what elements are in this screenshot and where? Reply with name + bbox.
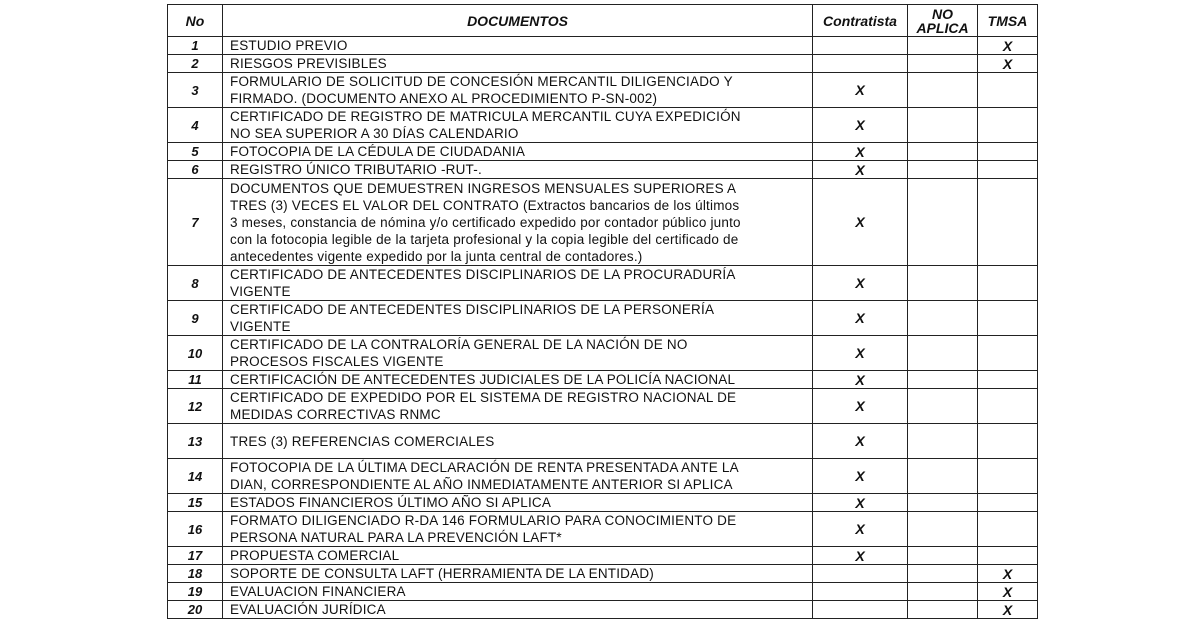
row-number: 18 — [168, 565, 223, 583]
row-number: 5 — [168, 143, 223, 161]
row-document: CERTIFICADO DE REGISTRO DE MATRICULA MERCANTIL CUYA EXPEDICIÓN NO SEA SUPERIOR A 30 DÍAS CALENDARIO — [223, 108, 813, 143]
table-row — [168, 55, 1038, 73]
row-contratista-mark: X — [813, 143, 908, 161]
row-contratista-mark: X — [813, 179, 908, 266]
row-tmsa-mark — [978, 547, 1038, 565]
table-row — [168, 512, 1038, 547]
header-tmsa: TMSA — [978, 5, 1038, 37]
row-number: 3 — [168, 73, 223, 108]
row-no-aplica-mark — [908, 336, 978, 371]
row-no-aplica-mark — [908, 37, 978, 55]
row-number: 16 — [168, 512, 223, 547]
row-document: FOTOCOPIA DE LA ÚLTIMA DECLARACIÓN DE RENTA PRESENTADA ANTE LA DIAN, CORRESPONDIENTE AL AÑO INMEDIATAMENTE ANTERIOR SI APLICA — [223, 459, 813, 494]
row-tmsa-mark — [978, 494, 1038, 512]
row-no-aplica-mark — [908, 161, 978, 179]
row-no-aplica-mark — [908, 459, 978, 494]
row-tmsa-mark — [978, 161, 1038, 179]
table-row — [168, 494, 1038, 512]
table-row — [168, 389, 1038, 424]
row-document: EVALUACION FINANCIERA — [223, 583, 813, 601]
row-document: ESTADOS FINANCIEROS ÚLTIMO AÑO SI APLICA — [223, 494, 813, 512]
row-no-aplica-mark — [908, 601, 978, 619]
row-number: 13 — [168, 424, 223, 459]
row-contratista-mark: X — [813, 336, 908, 371]
row-tmsa-mark: X — [978, 565, 1038, 583]
row-contratista-mark: X — [813, 389, 908, 424]
row-no-aplica-mark — [908, 583, 978, 601]
row-number: 2 — [168, 55, 223, 73]
row-document: CERTIFICADO DE EXPEDIDO POR EL SISTEMA DE REGISTRO NACIONAL DE MEDIDAS CORRECTIVAS RNMC — [223, 389, 813, 424]
row-contratista-mark: X — [813, 161, 908, 179]
table-row — [168, 547, 1038, 565]
row-no-aplica-mark — [908, 55, 978, 73]
row-contratista-mark — [813, 565, 908, 583]
row-tmsa-mark — [978, 371, 1038, 389]
row-no-aplica-mark — [908, 73, 978, 108]
row-contratista-mark: X — [813, 108, 908, 143]
row-tmsa-mark — [978, 73, 1038, 108]
row-document: FORMULARIO DE SOLICITUD DE CONCESIÓN MERCANTIL DILIGENCIADO Y FIRMADO. (DOCUMENTO ANEXO AL PROCEDIMIENTO P-SN-002) — [223, 73, 813, 108]
row-number: 14 — [168, 459, 223, 494]
row-no-aplica-mark — [908, 143, 978, 161]
table-row — [168, 73, 1038, 108]
table-row — [168, 583, 1038, 601]
row-number: 20 — [168, 601, 223, 619]
row-contratista-mark — [813, 583, 908, 601]
row-number: 12 — [168, 389, 223, 424]
row-contratista-mark — [813, 37, 908, 55]
row-contratista-mark: X — [813, 547, 908, 565]
row-contratista-mark: X — [813, 266, 908, 301]
row-number: 17 — [168, 547, 223, 565]
row-number: 15 — [168, 494, 223, 512]
table-row — [168, 459, 1038, 494]
row-tmsa-mark: X — [978, 601, 1038, 619]
row-tmsa-mark: X — [978, 37, 1038, 55]
row-no-aplica-mark — [908, 179, 978, 266]
row-document: CERTIFICADO DE LA CONTRALORÍA GENERAL DE LA NACIÓN DE NO PROCESOS FISCALES VIGENTE — [223, 336, 813, 371]
row-no-aplica-mark — [908, 512, 978, 547]
row-document: CERTIFICADO DE ANTECEDENTES DISCIPLINARIOS DE LA PROCURADURÍA VIGENTE — [223, 266, 813, 301]
row-tmsa-mark: X — [978, 583, 1038, 601]
row-no-aplica-mark — [908, 266, 978, 301]
table-row — [168, 37, 1038, 55]
table-row — [168, 179, 1038, 266]
row-contratista-mark: X — [813, 301, 908, 336]
row-document: CERTIFICACIÓN DE ANTECEDENTES JUDICIALES DE LA POLICÍA NACIONAL — [223, 371, 813, 389]
header-contratista: Contratista — [813, 5, 908, 37]
row-tmsa-mark — [978, 179, 1038, 266]
row-number: 9 — [168, 301, 223, 336]
row-tmsa-mark — [978, 389, 1038, 424]
header-row — [168, 5, 1038, 37]
row-number: 19 — [168, 583, 223, 601]
row-document: FOTOCOPIA DE LA CÉDULA DE CIUDADANIA — [223, 143, 813, 161]
table-row — [168, 336, 1038, 371]
row-tmsa-mark — [978, 301, 1038, 336]
row-document: SOPORTE DE CONSULTA LAFT (HERRAMIENTA DE LA ENTIDAD) — [223, 565, 813, 583]
row-document: FORMATO DILIGENCIADO R-DA 146 FORMULARIO PARA CONOCIMIENTO DE PERSONA NATURAL PARA LA PREVENCIÓN LAFT* — [223, 512, 813, 547]
row-tmsa-mark — [978, 266, 1038, 301]
row-no-aplica-mark — [908, 371, 978, 389]
header-no: No — [168, 5, 223, 37]
row-no-aplica-mark — [908, 547, 978, 565]
row-document: EVALUACIÓN JURÍDICA — [223, 601, 813, 619]
row-contratista-mark: X — [813, 512, 908, 547]
header-no-aplica: NO APLICA — [908, 5, 978, 37]
row-number: 7 — [168, 179, 223, 266]
table-row — [168, 108, 1038, 143]
row-number: 4 — [168, 108, 223, 143]
documents-table — [167, 4, 1038, 619]
row-no-aplica-mark — [908, 301, 978, 336]
row-tmsa-mark — [978, 108, 1038, 143]
row-number: 11 — [168, 371, 223, 389]
table-row — [168, 143, 1038, 161]
row-no-aplica-mark — [908, 494, 978, 512]
row-number: 8 — [168, 266, 223, 301]
table-row — [168, 371, 1038, 389]
row-number: 10 — [168, 336, 223, 371]
row-contratista-mark — [813, 55, 908, 73]
table-row — [168, 424, 1038, 459]
table-row — [168, 161, 1038, 179]
row-tmsa-mark — [978, 459, 1038, 494]
row-document: RIESGOS PREVISIBLES — [223, 55, 813, 73]
row-document: ESTUDIO PREVIO — [223, 37, 813, 55]
row-no-aplica-mark — [908, 565, 978, 583]
row-tmsa-mark — [978, 424, 1038, 459]
row-document: DOCUMENTOS QUE DEMUESTREN INGRESOS MENSUALES SUPERIORES A TRES (3) VECES EL VALOR DEL CONTRATO (Extractos bancarios de los últimos 3 meses, constancia de nómina y/o certificado expedido por contador público junto con la fotocopia legible de la tarjeta profesional y la copia legible del certificado de antecedentes vigente expedido por la junta central de contadores.) — [223, 179, 813, 266]
row-no-aplica-mark — [908, 424, 978, 459]
row-contratista-mark: X — [813, 494, 908, 512]
row-tmsa-mark — [978, 512, 1038, 547]
row-contratista-mark: X — [813, 424, 908, 459]
row-contratista-mark: X — [813, 459, 908, 494]
table-row — [168, 301, 1038, 336]
row-tmsa-mark — [978, 336, 1038, 371]
row-document: TRES (3) REFERENCIAS COMERCIALES — [223, 424, 813, 459]
header-documentos: DOCUMENTOS — [223, 5, 813, 37]
row-no-aplica-mark — [908, 389, 978, 424]
row-document: CERTIFICADO DE ANTECEDENTES DISCIPLINARIOS DE LA PERSONERÍA VIGENTE — [223, 301, 813, 336]
row-number: 6 — [168, 161, 223, 179]
row-contratista-mark — [813, 601, 908, 619]
row-contratista-mark: X — [813, 73, 908, 108]
table-row — [168, 601, 1038, 619]
table-row — [168, 266, 1038, 301]
table-row — [168, 565, 1038, 583]
row-document: PROPUESTA COMERCIAL — [223, 547, 813, 565]
row-tmsa-mark — [978, 143, 1038, 161]
row-document: REGISTRO ÚNICO TRIBUTARIO -RUT-. — [223, 161, 813, 179]
row-no-aplica-mark — [908, 108, 978, 143]
row-contratista-mark: X — [813, 371, 908, 389]
row-number: 1 — [168, 37, 223, 55]
row-tmsa-mark: X — [978, 55, 1038, 73]
